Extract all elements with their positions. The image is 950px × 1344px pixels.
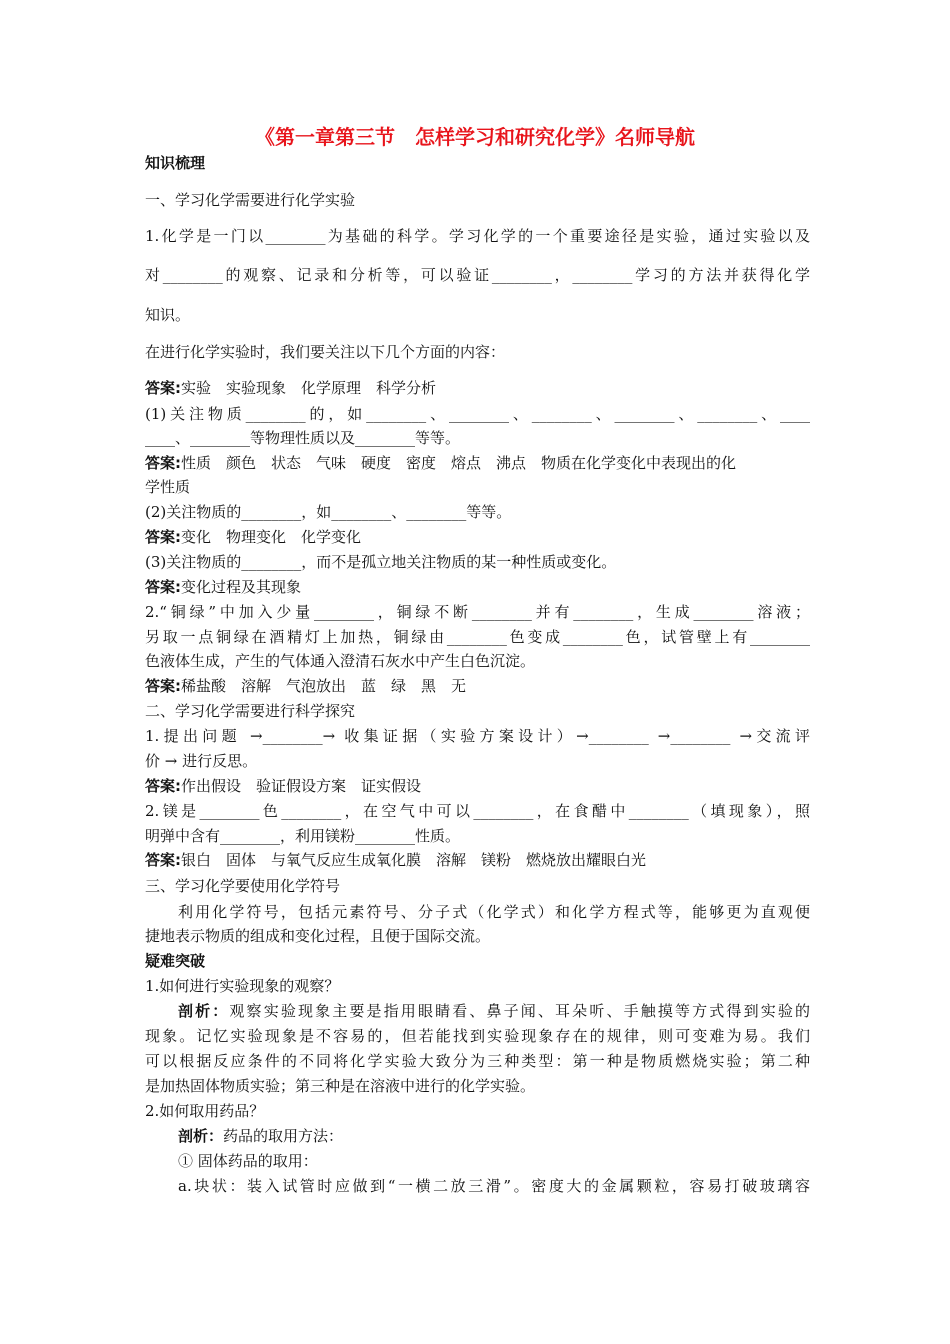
line-text: 1.提出问题 →________→ 收集证据（实验方案设计）→________ →________ →交流评 <box>145 727 810 745</box>
line-text: 1.化学是一门以________为基础的科学。学习化学的一个重要途径是实验，通过实验以及 <box>145 227 810 245</box>
text-line <box>145 153 810 173</box>
text-line <box>145 190 810 210</box>
text-line <box>178 1176 810 1196</box>
text-line <box>145 527 810 547</box>
text-line <box>145 428 810 448</box>
line-text: 在进行化学实验时，我们要关注以下几个方面的内容： <box>145 343 506 361</box>
line-text: 银白 固体 与氧气反应生成氧化膜 溶解 镁粉 燃烧放出耀眼白光 <box>181 851 647 869</box>
line-text: 可以根据反应条件的不同将化学实验大致分为三种类型：第一种是物质燃烧实验；第二种 <box>145 1052 810 1070</box>
text-line <box>145 726 810 746</box>
text-line <box>145 776 810 796</box>
line-label: 答案: <box>145 528 181 546</box>
line-text: 另取一点铜绿在酒精灯上加热，铜绿由________色变成________色，试管壁上有________ <box>145 628 810 646</box>
text-line <box>178 1126 810 1146</box>
line-text: 现象。记忆实验现象是不容易的，但若能找到实验现象存在的规律，则可变难为易。我们 <box>145 1027 810 1045</box>
text-line <box>145 951 810 971</box>
line-text: 实验 实验现象 化学原理 科学分析 <box>181 379 437 397</box>
line-text: 捷地表示物质的组成和变化过程，且便于国际交流。 <box>145 927 491 945</box>
line-text: 利用化学符号，包括元素符号、分子式（化学式）和化学方程式等，能够更为直观便 <box>178 903 810 921</box>
line-text: 变化 物理变化 化学变化 <box>181 528 362 546</box>
line-text: 明弹中含有________，利用镁粉________性质。 <box>145 827 461 845</box>
text-line <box>145 751 810 771</box>
line-text: (2)关注物质的________，如________、________等等。 <box>145 503 512 521</box>
line-text: 性质 颜色 状态 气味 硬度 密度 熔点 沸点 物质在化学变化中表现出的化 <box>181 454 737 472</box>
text-line <box>145 826 810 846</box>
line-label: 答案: <box>145 677 181 695</box>
text-line <box>145 1051 810 1071</box>
line-label: 答案: <box>145 578 181 596</box>
line-label: 答案: <box>145 777 181 795</box>
line-text: (3)关注物质的________，而不是孤立地关注物质的某一种性质或变化。 <box>145 553 617 571</box>
line-text: 2.镁是________色________，在空气中可以________，在食醋中________（填现象），照 <box>145 802 810 820</box>
line-text: 2.如何取用药品？ <box>145 1102 265 1120</box>
line-text: 学性质 <box>145 478 191 496</box>
text-line <box>145 477 810 497</box>
line-text: ① 固体药品的取用： <box>178 1152 318 1170</box>
line-text: 变化过程及其现象 <box>181 578 302 596</box>
text-line <box>178 902 810 922</box>
document-title: 《第一章第三节 怎样学习和研究化学》名师导航 <box>255 125 695 149</box>
line-text: 价 → 进行反思。 <box>145 752 258 770</box>
text-line <box>145 676 810 696</box>
text-line <box>145 1076 810 1096</box>
line-label: 剖析： <box>178 1002 230 1020</box>
text-line <box>145 378 810 398</box>
text-line <box>145 627 810 647</box>
line-text: 作出假设 验证假设方案 证实假设 <box>181 777 422 795</box>
line-text: 对________的观察、记录和分析等，可以验证________，________学习的方法并获得化学 <box>145 266 810 284</box>
line-text: 三、学习化学要使用化学符号 <box>145 877 341 895</box>
text-line <box>145 577 810 597</box>
text-line <box>178 1001 810 1021</box>
text-line <box>145 1026 810 1046</box>
text-line <box>145 1101 810 1121</box>
line-text: 色液体生成，产生的气体通入澄清石灰水中产生白色沉淀。 <box>145 652 536 670</box>
text-line <box>145 453 810 473</box>
text-line <box>145 502 810 522</box>
line-label: 剖析： <box>178 1127 224 1145</box>
text-line <box>145 404 810 424</box>
line-text: 一、学习化学需要进行化学实验 <box>145 191 356 209</box>
text-line <box>145 552 810 572</box>
line-text: 观察实验现象主要是指用眼睛看、鼻子闻、耳朵听、手触摸等方式得到实验的 <box>229 1002 810 1020</box>
text-line <box>145 801 810 821</box>
text-line <box>145 701 810 721</box>
line-text: 知识梳理 <box>145 154 206 172</box>
line-text: 二、学习化学需要进行科学探究 <box>145 702 356 720</box>
line-text: 知识。 <box>145 306 191 324</box>
line-text: 疑难突破 <box>145 952 206 970</box>
line-text: (1)关注物质________的，如________、________、________、________、________、____ <box>145 405 810 423</box>
text-line <box>145 342 810 362</box>
text-line <box>178 1151 810 1171</box>
line-label: 答案: <box>145 851 181 869</box>
line-label: 答案: <box>145 454 181 472</box>
text-line <box>145 850 810 870</box>
line-label: 答案: <box>145 379 181 397</box>
line-text: 是加热固体物质实验；第三种是在溶液中进行的化学实验。 <box>145 1077 536 1095</box>
text-line <box>145 305 810 325</box>
line-text: a.块状：装入试管时应做到“一横二放三滑”。密度大的金属颗粒，容易打破玻璃容 <box>178 1177 810 1195</box>
text-line <box>145 651 810 671</box>
line-text: 药品的取用方法： <box>223 1127 344 1145</box>
text-line <box>145 976 810 996</box>
text-line <box>145 876 810 896</box>
line-text: 1.如何进行实验现象的观察？ <box>145 977 340 995</box>
line-text: ____、________等物理性质以及________等等。 <box>145 429 461 447</box>
line-text: 稀盐酸 溶解 气泡放出 蓝 绿 黑 无 <box>181 677 467 695</box>
text-line <box>145 602 810 622</box>
line-text: 2.“铜绿”中加入少量________，铜绿不断________并有________，生成________溶液； <box>145 603 810 621</box>
text-line <box>145 226 810 246</box>
text-line <box>145 926 810 946</box>
text-line <box>145 265 810 285</box>
